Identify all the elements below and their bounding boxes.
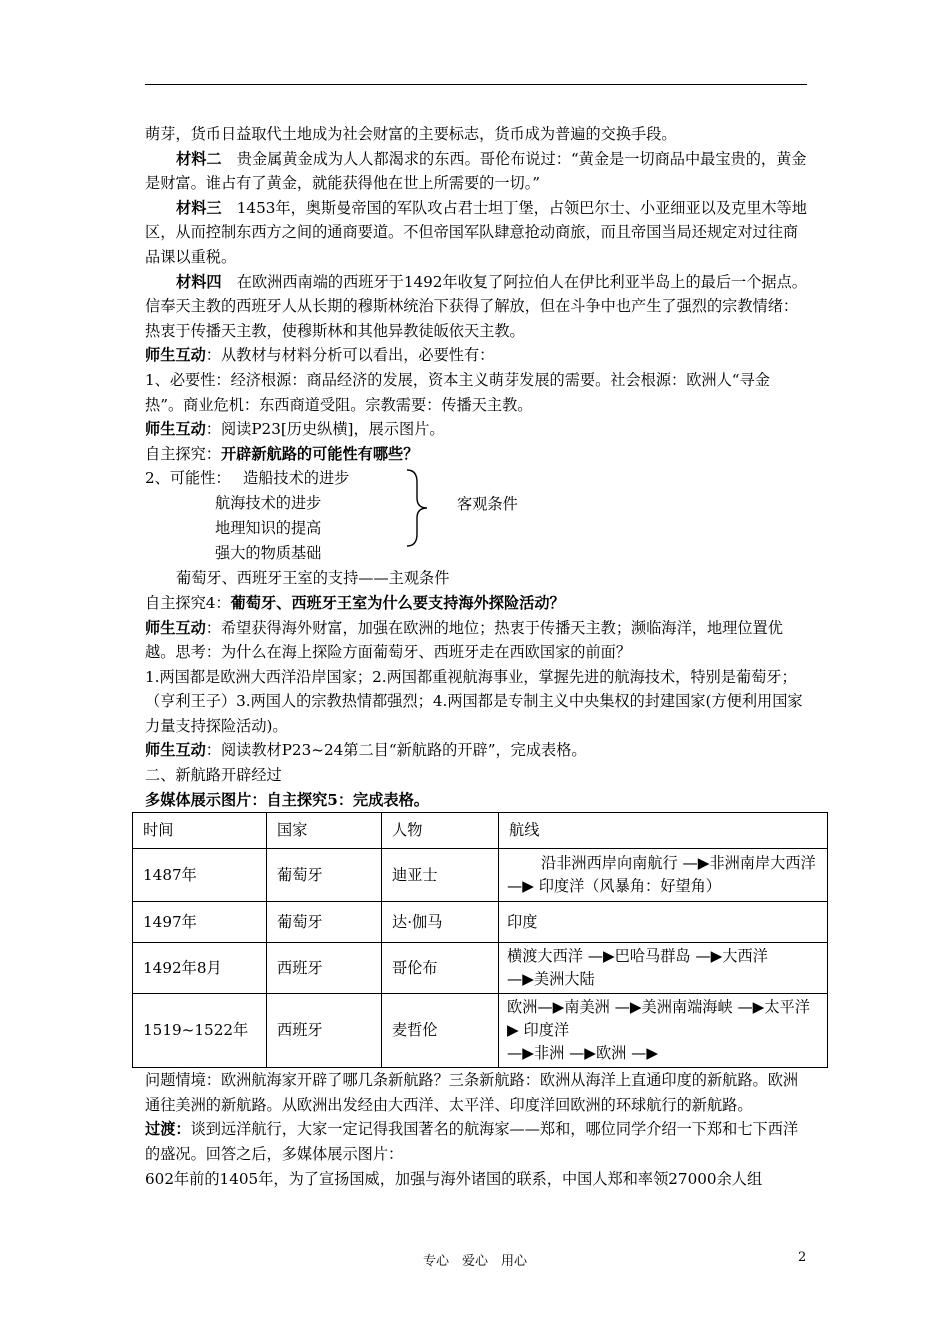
multimedia-text: 多媒体展示图片：自主探究5：完成表格。 [145,790,429,809]
material-text: 1453年，奥斯曼帝国的军队攻占君士坦丁堡，占领巴尔士、小亚细亚以及克里木等地区，从而控制东西方之间的通商要道。不但帝国军队肆意抢动商旅，而且帝国当局还规定对过往商品课以重税。 [145,198,807,266]
material-2 [145,147,807,196]
arrow-icon: —▶ [677,854,710,873]
interaction-label: 师生互动 [145,741,206,760]
route-segment: 非洲 [533,1044,565,1063]
route-cell [499,994,828,1068]
person-cell: 达·伽马 [382,902,499,943]
interaction-label: 师生互动 [145,618,206,637]
inquiry-label: 自主探究： [145,444,221,463]
inquiry-question: 葡萄牙、西班牙王室为什么要支持海外探险活动？ [230,593,565,612]
inquiry-label: 自主探究4： [145,593,231,612]
arrow-icon: —▶ [507,877,539,896]
route-cell: 印度 [499,902,828,943]
header-cell: 人物 [382,813,499,849]
table-row [133,902,828,943]
person-cell: 迪亚士 [382,849,499,902]
interaction-text: ：从教材与材料分析可以看出，必要性有： [205,346,495,365]
route-cell [499,943,828,994]
route-segment: 巴哈马群岛 [614,947,691,966]
possibility-item: 造船技术的进步 [243,469,350,488]
curly-brace-icon [403,466,433,550]
material-text: 在欧洲西南端的西班牙于1492年收复了阿拉伯人在伊比利亚半岛上的最后一个据点。信奉天主教的西班牙人从长期的穆斯林统治下获得了解放，但在斗争中也产生了强烈的宗教情绪：热衷于传播天主教，使穆斯林和其他异教徒皈依天主教。 [145,272,807,340]
country-cell: 葡萄牙 [267,902,382,943]
inquiry-1 [145,442,807,467]
table-header-row [133,813,828,849]
table-row [133,849,828,902]
person-cell: 哥伦布 [382,943,499,994]
material-4 [145,270,807,344]
time-cell: 1487年 [133,849,267,902]
route-segment: 印度洋（风暴角：好望角） [538,877,721,896]
interaction-text: ：阅读P23[历史纵横]，展示图片。 [205,420,445,439]
table-row [133,994,828,1068]
interaction-label: 师生互动 [145,346,206,365]
possibility-heading: 2、可能性： [145,469,231,488]
possibility-item: 地理知识的提高 [215,519,322,538]
arrow-icon: ▶ [507,1021,524,1040]
interaction-3 [145,616,807,665]
arrow-icon: —▶ [507,970,534,989]
route-segment: 非洲南岸大西洋 [709,854,816,873]
subjective-conditions: 葡萄牙、西班牙王室的支持——主观条件 [176,569,450,588]
page-number: 2 [798,1250,807,1265]
header-rule [145,84,807,85]
arrow-icon: —▶ [732,998,765,1017]
route-segment: 大西洋 [722,947,768,966]
interaction-label: 师生互动 [145,420,206,439]
inquiry-question: 开辟新航路的可能性有哪些？ [220,444,419,463]
country-cell: 西班牙 [267,994,382,1068]
material-label: 材料四 [176,272,222,291]
transition-label: 过渡： [145,1120,191,1139]
arrow-icon: —▶ [537,998,565,1017]
time-cell: 1497年 [133,902,267,943]
route-segment: 太平洋 [764,998,810,1017]
route-segment: 沿非洲西岸向南航行 [541,854,678,873]
arrow-icon: —▶ [582,947,615,966]
route-segment: 美洲南端海峡 [641,998,733,1017]
header-cell: 国家 [267,813,382,849]
material-label: 材料三 [176,198,222,217]
header-cell: 时间 [133,813,267,849]
arrow-icon: —▶ [564,1044,596,1063]
route-segment: 欧洲 [507,998,538,1017]
route-segment: 美洲大陆 [533,970,595,989]
route-cell [499,849,828,902]
possibility-item: 强大的物质基础 [215,544,322,563]
transition [145,1117,807,1166]
reasons: 1.两国都是欧洲大西洋沿岸国家；2.两国都重视航海事业，掌握先进的航海技术，特别是葡萄牙；（亨利王子）3.两国人的宗教热情都强烈；4.两国都是专制主义中央集权的封建国家(方便利用国家力量支持探险活动)。 [145,667,803,735]
paragraph: 602年前的1405年，为了宣扬国威，加强与海外诸国的联系，中国人郑和率领27000余人组 [145,1169,763,1188]
section-heading: 二、新航路开辟经过 [145,766,282,785]
document-body [143,122,816,1191]
necessity: 1、必要性：经济根源：商品经济的发展，资本主义萌芽发展的需要。社会根源：欧洲人“寻金热”。商业危机：东西商道受阻。宗教需要：传播天主教。 [145,370,770,414]
objective-conditions-label: 客观条件 [457,495,518,514]
route-segment: 南美洲 [564,998,610,1017]
arrow-icon: —▶ [507,1044,534,1063]
time-cell: 1492年8月 [133,943,267,994]
transition-text: 谈到远洋航行，大家一定记得我国著名的航海家——郑和，哪位同学介绍一下郑和七下西洋的盛况。回答之后，多媒体展示图片： [145,1120,799,1164]
route-segment: 欧洲 [595,1044,627,1063]
voyages-table [132,812,828,1068]
table-row [133,943,828,994]
header-cell: 航线 [499,813,828,849]
interaction-text: ：阅读教材P23~24第二目“新航路的开辟”，完成表格。 [205,741,587,760]
interaction-1 [145,343,807,368]
interaction-4 [145,738,807,763]
material-3 [145,196,807,270]
footer-text: 专心 爱心 用心 [422,1254,527,1269]
possibility-list [145,466,807,566]
time-cell: 1519~1522年 [133,994,267,1068]
material-text: 贵金属黄金成为人人都渴求的东西。哥伦布说过：“黄金是一切商品中最宝贵的，黄金是财富。谁占有了黄金，就能获得他在世上所需要的一切。” [145,149,807,193]
multimedia-note [145,788,807,813]
interaction-2 [145,417,807,442]
route-segment: 横渡大西洋 [507,947,583,966]
route-segment: 印度洋 [523,1021,570,1040]
interaction-text: ：希望获得海外财富，加强在欧洲的地位；热衷于传播天主教；濒临海洋，地理位置优越。思考：为什么在海上探险方面葡萄牙、西班牙走在西欧国家的前面？ [145,618,783,662]
arrow-icon: —▶ [626,1044,659,1063]
country-cell: 葡萄牙 [267,849,382,902]
arrow-icon: —▶ [690,947,723,966]
person-cell: 麦哲伦 [382,994,499,1068]
country-cell: 西班牙 [267,943,382,994]
paragraph: 萌芽，货币日益取代土地成为社会财富的主要标志，货币成为普遍的交换手段。 [145,125,677,143]
question-scenario: 问题情境：欧洲航海家开辟了哪几条新航路？三条新航路：欧洲从海洋上直通印度的新航路。欧洲通往美洲的新航路。从欧洲出发经由大西洋、太平洋、印度洋回欧洲的环球航行的新航路。 [145,1071,799,1114]
material-label: 材料二 [176,149,222,168]
inquiry-4 [145,591,807,616]
possibility-item: 航海技术的进步 [215,494,322,513]
arrow-icon: —▶ [609,998,642,1017]
